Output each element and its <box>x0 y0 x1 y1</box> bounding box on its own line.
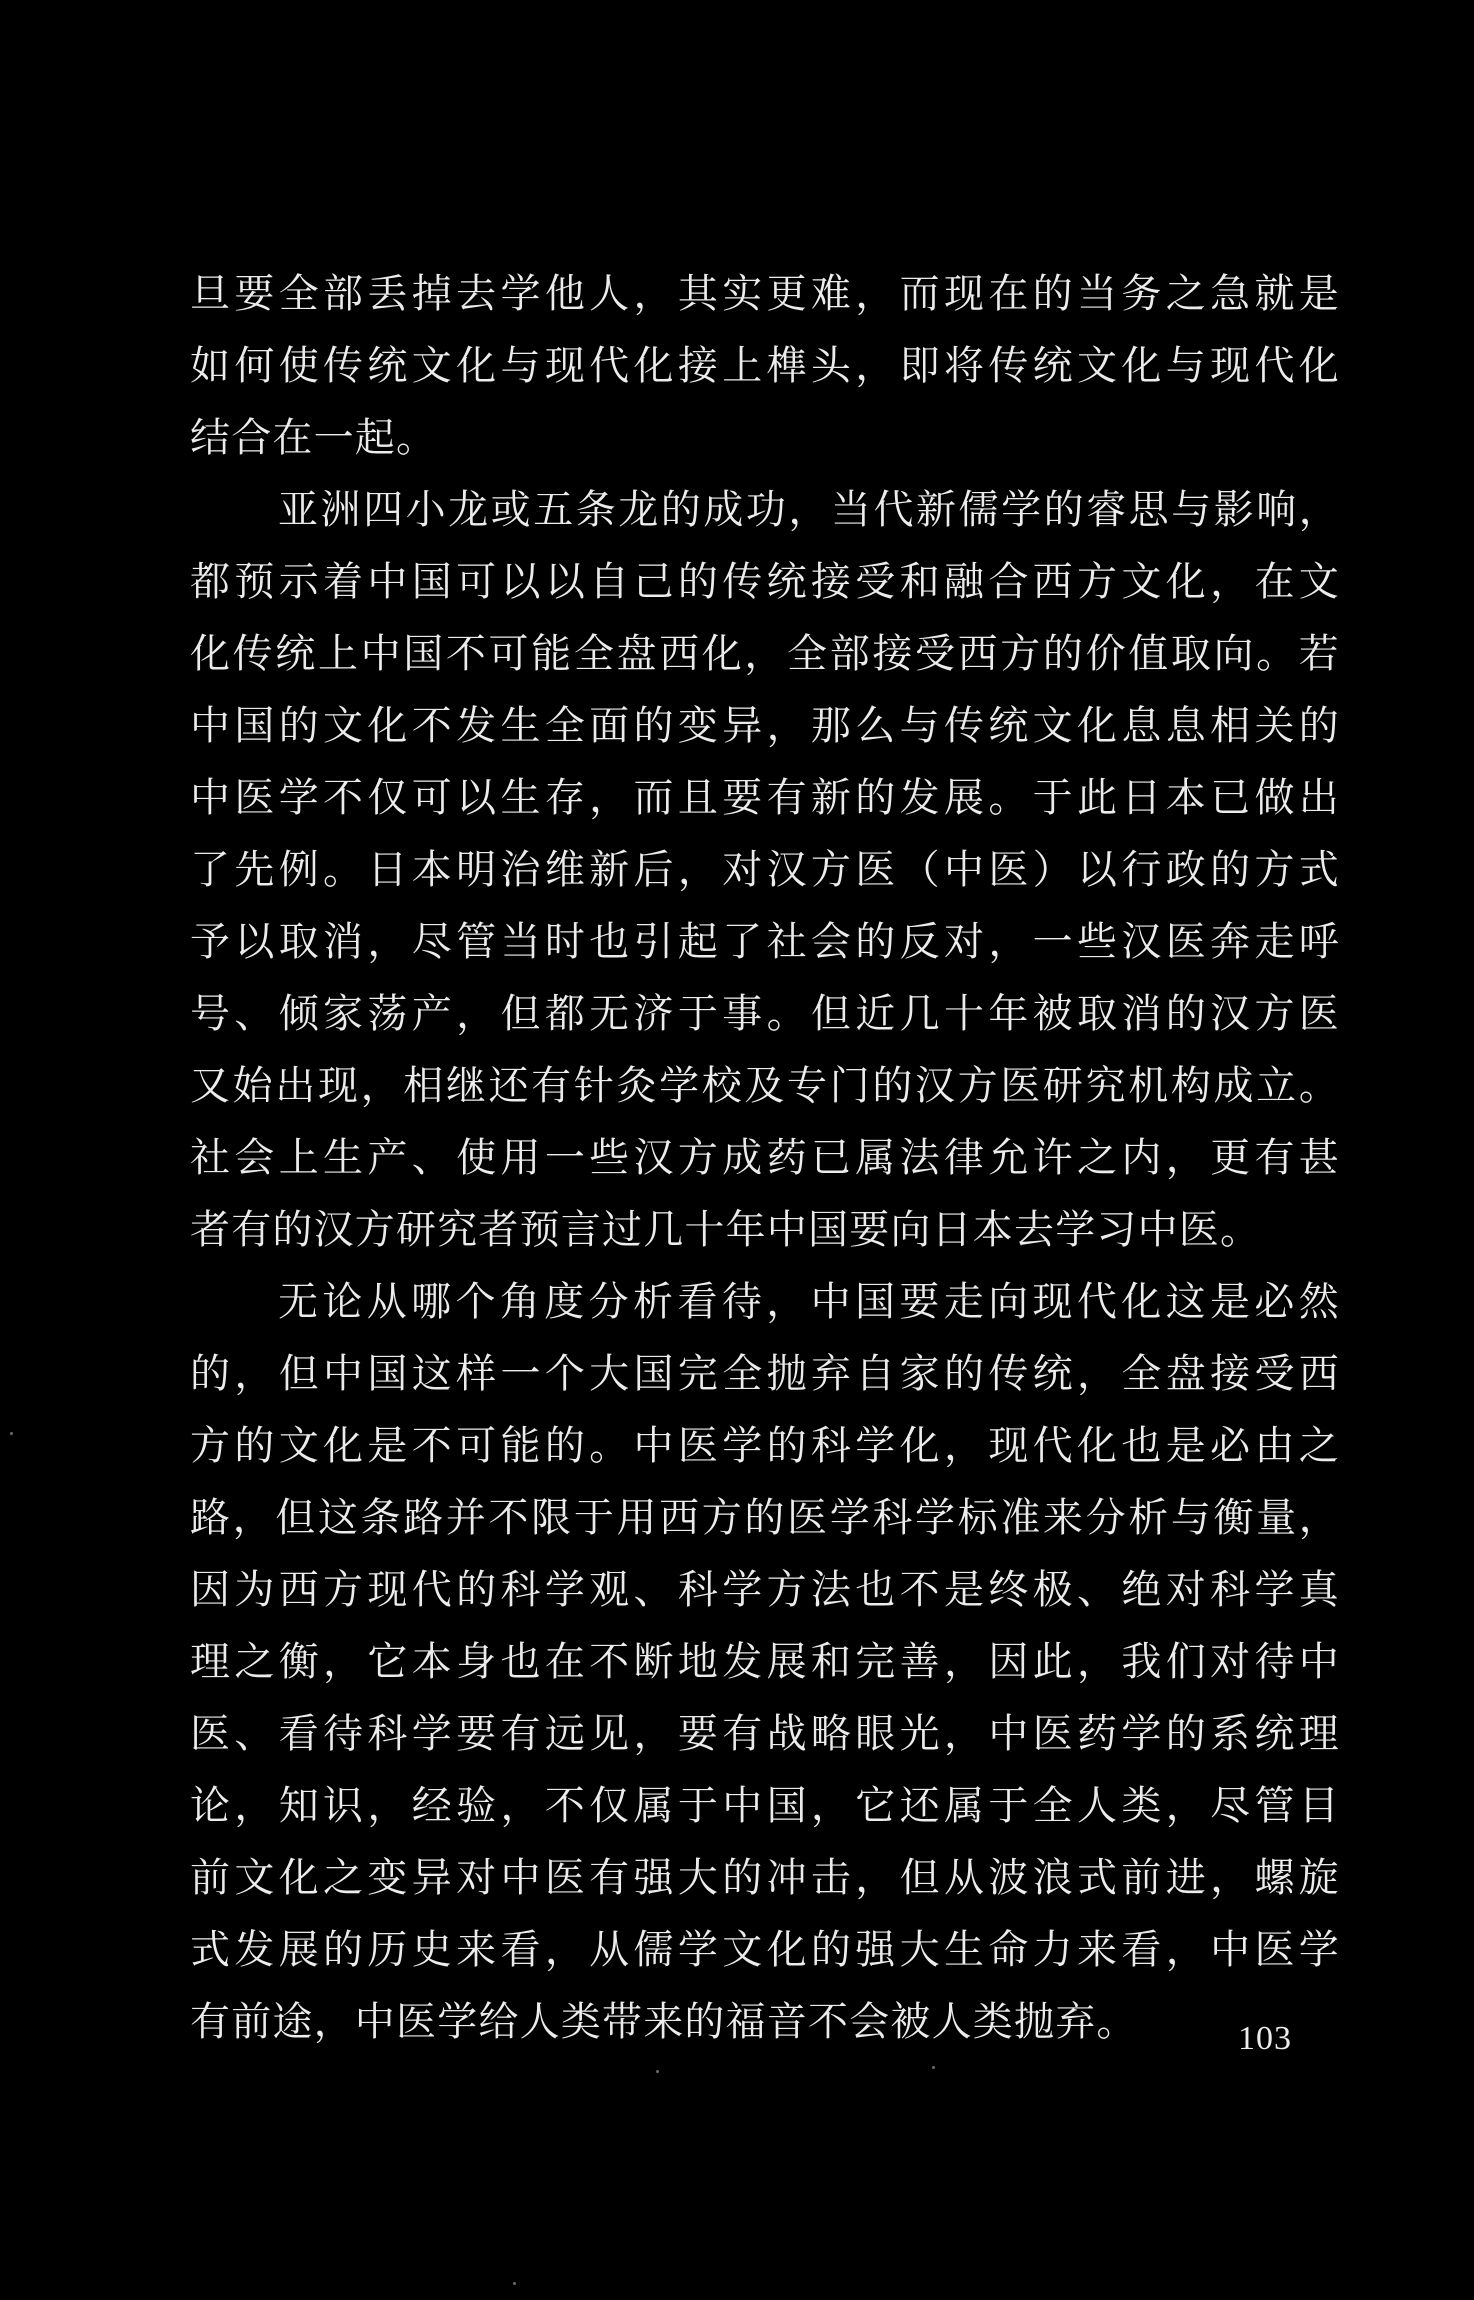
scan-speck <box>10 1432 13 1435</box>
paragraph-1 <box>190 258 1340 474</box>
text-line: 亚洲四小龙或五条龙的成功，当代新儒学的睿思与影响， <box>278 487 1340 533</box>
text-line: 论，知识，经验，不仅属于中国，它还属于全人类，尽管目 <box>190 1783 1340 1829</box>
text-line: 中国的文化不发生全面的变异，那么与传统文化息息相关的 <box>190 703 1340 749</box>
text-line: 理之衡，它本身也在不断地发展和完善，因此，我们对待中 <box>190 1639 1340 1685</box>
scan-speck <box>513 2282 516 2285</box>
text-line: 无论从哪个角度分析看待，中国要走向现代化这是必然 <box>278 1279 1340 1325</box>
text-line: 者有的汉方研究者预言过几十年中国要向日本去学习中医。 <box>190 1207 1262 1253</box>
scan-speck <box>656 2070 659 2073</box>
text-line: 方的文化是不可能的。中医学的科学化，现代化也是必由之 <box>190 1423 1340 1469</box>
scan-speck <box>932 2066 935 2069</box>
text-line: 旦要全部丢掉去学他人，其实更难，而现在的当务之急就是 <box>190 271 1340 317</box>
paragraph-3 <box>190 1266 1340 2058</box>
text-line: 有前途，中医学给人类带来的福音不会被人类抛弃。 <box>190 1999 1138 2045</box>
page-number: 103 <box>1238 2020 1292 2057</box>
text-line: 路，但这条路并不限于用西方的医学科学标准来分析与衡量， <box>190 1495 1340 1541</box>
text-line: 如何使传统文化与现代化接上榫头，即将传统文化与现代化 <box>190 343 1340 389</box>
text-line: 式发展的历史来看，从儒学文化的强大生命力来看，中医学 <box>190 1927 1340 1973</box>
text-line: 中医学不仅可以生存，而且要有新的发展。于此日本已做出 <box>190 775 1340 821</box>
paragraph-2 <box>190 474 1340 1266</box>
text-line: 的，但中国这样一个大国完全抛弃自家的传统，全盘接受西 <box>190 1351 1340 1397</box>
text-line: 又始出现，相继还有针灸学校及专门的汉方医研究机构成立。 <box>190 1063 1340 1109</box>
body-text <box>190 258 1340 2058</box>
text-line: 了先例。日本明治维新后，对汉方医（中医）以行政的方式 <box>190 847 1340 893</box>
text-line: 社会上生产、使用一些汉方成药已属法律允许之内，更有甚 <box>190 1135 1340 1181</box>
text-line: 予以取消，尽管当时也引起了社会的反对，一些汉医奔走呼 <box>190 919 1340 965</box>
text-line: 医、看待科学要有远见，要有战略眼光，中医药学的系统理 <box>190 1711 1340 1757</box>
text-line: 因为西方现代的科学观、科学方法也不是终极、绝对科学真 <box>190 1567 1340 1613</box>
text-line: 化传统上中国不可能全盘西化，全部接受西方的价值取向。若 <box>190 631 1340 677</box>
text-line: 都预示着中国可以以自己的传统接受和融合西方文化，在文 <box>190 559 1340 605</box>
text-line: 号、倾家荡产，但都无济于事。但近几十年被取消的汉方医 <box>190 991 1340 1037</box>
text-line: 前文化之变异对中医有强大的冲击，但从波浪式前进，螺旋 <box>190 1855 1340 1901</box>
text-line: 结合在一起。 <box>190 415 438 461</box>
